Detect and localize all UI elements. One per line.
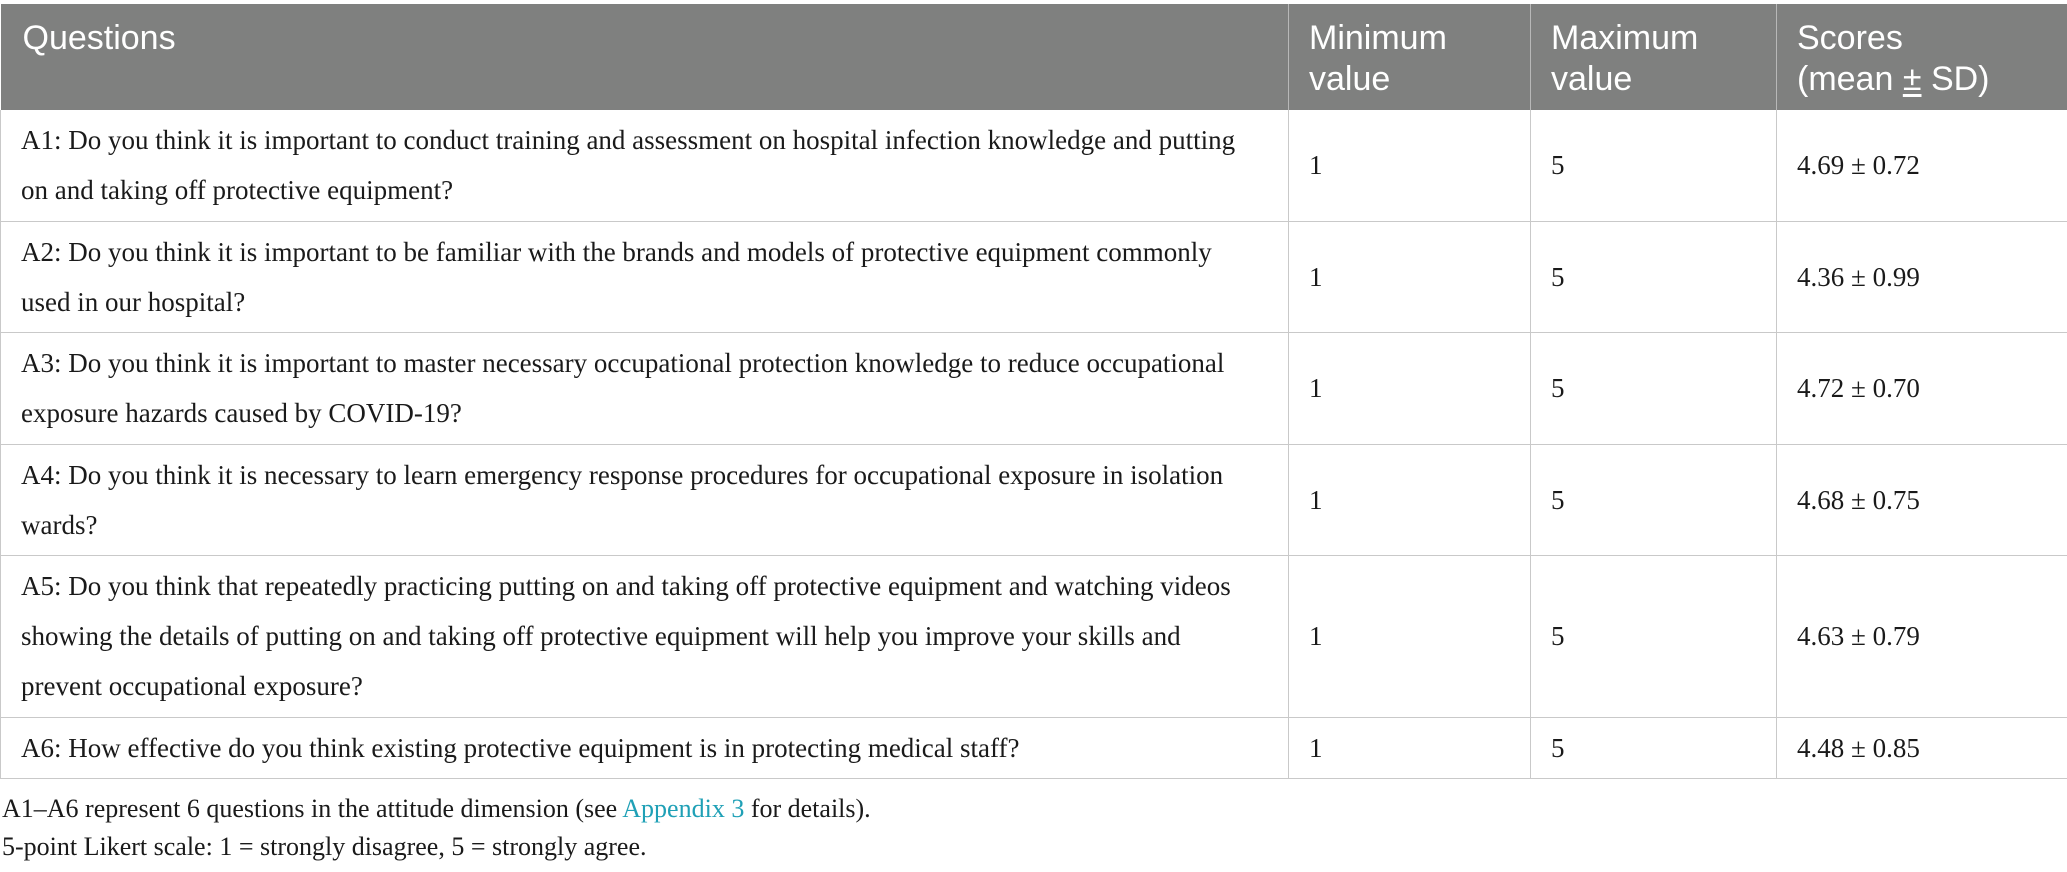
max-value-cell: 5 (1531, 555, 1777, 717)
question-cell: A5: Do you think that repeatedly practicing putting on and taking off protective equipment and watching videos showing the details of putting on and taking off protective equipment will help you improve your skills and prevent occupational exposure? (1, 555, 1289, 717)
question-cell: A4: Do you think it is necessary to learn emergency response procedures for occupational exposure in isolation wards? (1, 444, 1289, 555)
attitude-table-container (0, 4, 2067, 779)
score-cell: 4.36 ± 0.99 (1777, 221, 2067, 332)
header-maximum-value: Maximum value (1531, 4, 1777, 110)
header-questions: Questions (1, 4, 1289, 110)
min-value-cell: 1 (1289, 555, 1531, 717)
max-value-cell: 5 (1531, 110, 1777, 221)
question-cell: A6: How effective do you think existing protective equipment is in protecting medical staff? (1, 717, 1289, 778)
appendix-3-link[interactable]: Appendix 3 (622, 794, 745, 823)
question-cell: A2: Do you think it is important to be familiar with the brands and models of protective equipment commonly used in our hospital? (1, 221, 1289, 332)
score-cell: 4.69 ± 0.72 (1777, 110, 2067, 221)
min-value-cell: 1 (1289, 444, 1531, 555)
max-value-cell: 5 (1531, 444, 1777, 555)
table-row (1, 444, 2067, 555)
max-value-cell: 5 (1531, 221, 1777, 332)
table-row (1, 221, 2067, 332)
header-minimum-value: Minimum value (1289, 4, 1531, 110)
question-cell: A3: Do you think it is important to master necessary occupational protection knowledge to reduce occupational exposure hazards caused by COVID-19? (1, 332, 1289, 444)
min-value-cell: 1 (1289, 221, 1531, 332)
header-scores: Scores (mean ± SD) (1777, 4, 2067, 110)
footnote-likert-scale: 5-point Likert scale: 1 = strongly disagree, 5 = strongly agree. (2, 832, 647, 861)
score-cell: 4.63 ± 0.79 (1777, 555, 2067, 717)
table-row (1, 110, 2067, 221)
min-value-cell: 1 (1289, 717, 1531, 778)
min-value-cell: 1 (1289, 332, 1531, 444)
min-value-cell: 1 (1289, 110, 1531, 221)
max-value-cell: 5 (1531, 717, 1777, 778)
table-footnotes (2, 790, 871, 866)
score-cell: 4.72 ± 0.70 (1777, 332, 2067, 444)
max-value-cell: 5 (1531, 332, 1777, 444)
table-header-row (1, 4, 2067, 110)
question-cell: A1: Do you think it is important to conduct training and assessment on hospital infection knowledge and putting on and taking off protective equipment? (1, 110, 1289, 221)
score-cell: 4.48 ± 0.85 (1777, 717, 2067, 778)
table-row (1, 332, 2067, 444)
table-row (1, 555, 2067, 717)
table-row (1, 717, 2067, 778)
score-cell: 4.68 ± 0.75 (1777, 444, 2067, 555)
footnote-questions-range: A1–A6 represent 6 questions in the attitude dimension (see Appendix 3 for details). (2, 794, 871, 823)
attitude-scores-table (0, 4, 2067, 779)
